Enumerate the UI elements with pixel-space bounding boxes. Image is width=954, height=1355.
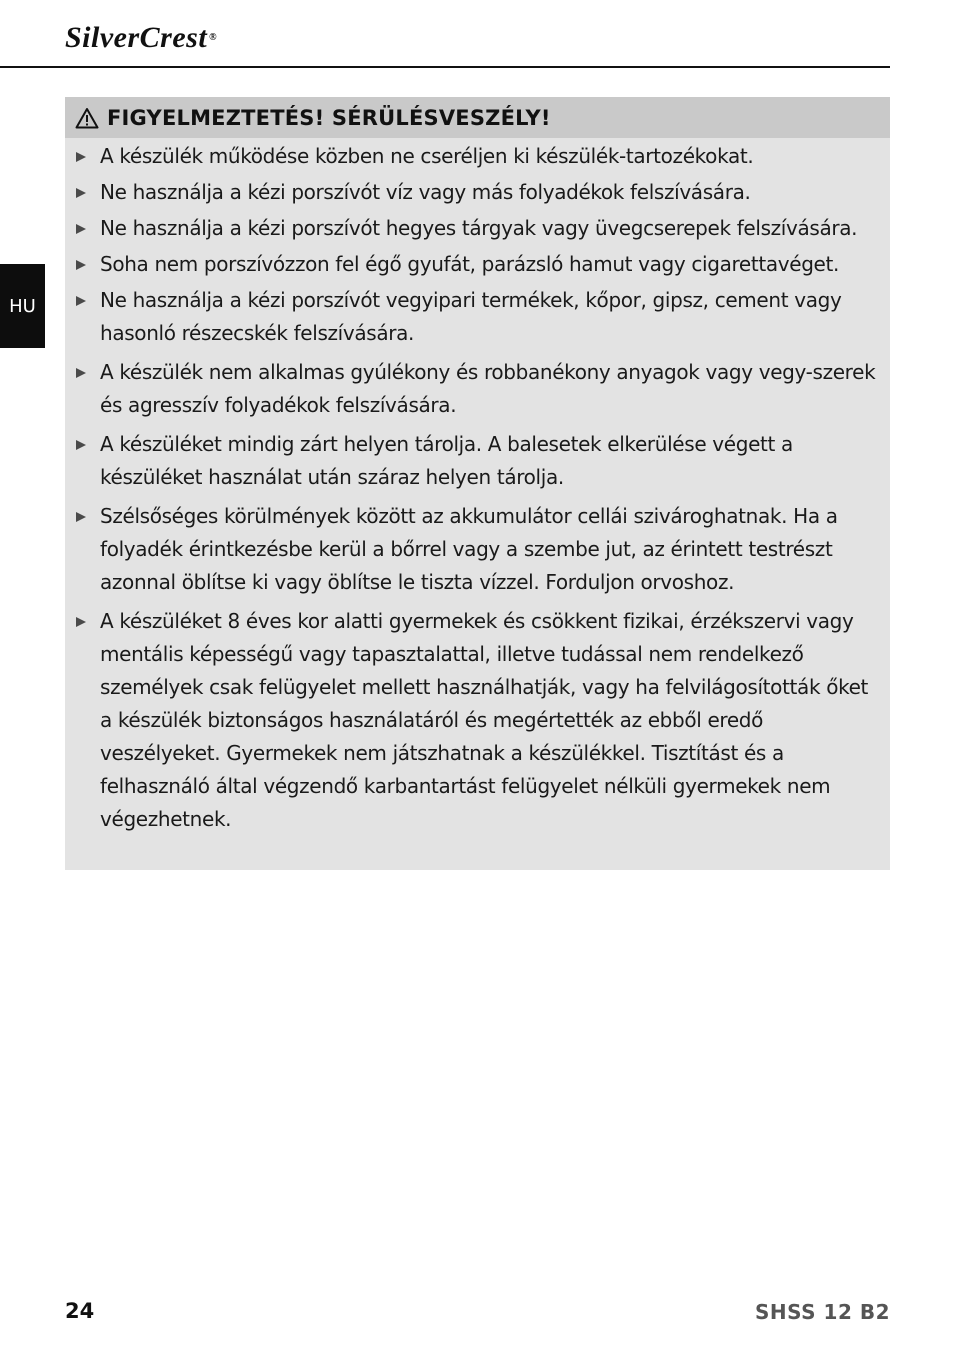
list-item	[65, 428, 890, 494]
list-item	[65, 248, 890, 281]
list-item-text: Ne használja a kézi porszívót vegyipari termékek, kőpor, gipsz, cement vagy hasonló részecskék felszívására.	[100, 288, 842, 345]
list-item-text: A készülék nem alkalmas gyúlékony és robbanékony anyagok vagy vegy-szerek és agresszív folyadékok felszívására.	[100, 360, 876, 417]
list-item-text: Ne használja a kézi porszívót víz vagy más folyadékok felszívására.	[100, 180, 751, 204]
warning-list	[65, 140, 890, 839]
bullet-arrow-icon	[76, 260, 86, 270]
page-number: 24	[65, 1299, 95, 1323]
list-item	[65, 284, 890, 350]
bullet-arrow-icon	[76, 224, 86, 234]
brand-logo	[65, 20, 217, 56]
list-item	[65, 605, 890, 836]
list-item	[65, 176, 890, 209]
list-item	[65, 140, 890, 173]
language-code: HU	[9, 295, 36, 317]
bullet-arrow-icon	[76, 368, 86, 378]
list-item-text: A készüléket mindig zárt helyen tárolja. A balesetek elkerülése végett a készüléket használat után száraz helyen tárolja.	[100, 432, 793, 489]
language-tab	[0, 264, 45, 348]
registered-mark: ®	[209, 32, 218, 43]
bullet-arrow-icon	[76, 440, 86, 450]
warning-title: FIGYELMEZTETÉS! SÉRÜLÉSVESZÉLY!	[107, 105, 551, 130]
bullet-arrow-icon	[76, 617, 86, 627]
bullet-arrow-icon	[76, 188, 86, 198]
warning-header	[65, 97, 890, 138]
bullet-arrow-icon	[76, 296, 86, 306]
list-item	[65, 356, 890, 422]
model-number: SHSS 12 B2	[755, 1300, 890, 1324]
brand-name: SilverCrest	[65, 21, 208, 54]
list-item-text: Szélsőséges körülmények között az akkumulátor cellái szivároghatnak. Ha a folyadék érintkezésbe kerül a bőrrel vagy a szembe jut, az érintett testrészt azonnal öblítse ki vagy öblítse le tiszta vízzel. Forduljon orvoshoz.	[100, 504, 838, 594]
warning-box	[65, 97, 890, 870]
bullet-arrow-icon	[76, 512, 86, 522]
list-item	[65, 212, 890, 245]
list-item-text: Soha nem porszívózzon fel égő gyufát, parázsló hamut vagy cigarettavéget.	[100, 252, 840, 276]
warning-triangle-icon	[75, 107, 99, 129]
list-item-text: Ne használja a kézi porszívót hegyes tárgyak vagy üvegcserepek felszívására.	[100, 216, 858, 240]
list-item	[65, 500, 890, 599]
bullet-arrow-icon	[76, 152, 86, 162]
header-divider	[0, 66, 890, 68]
list-item-text: A készülék működése közben ne cseréljen ki készülék-tartozékokat.	[100, 144, 754, 168]
list-item-text: A készüléket 8 éves kor alatti gyermekek és csökkent fizikai, érzékszervi vagy mentális képességű vagy tapasztalattal, illetve tudással nem rendelkező személyek csak felügyelet mellett használhatják, vagy ha felvilágosították őket a készülék biztonságos használatáról és megértették az ebből eredő veszélyeket. Gyermekek nem játszhatnak a készülékkel. Tisztítást és a felhasználó által végzendő karbantartást felügyelet nélküli gyermekek nem végezhetnek.	[100, 609, 869, 831]
